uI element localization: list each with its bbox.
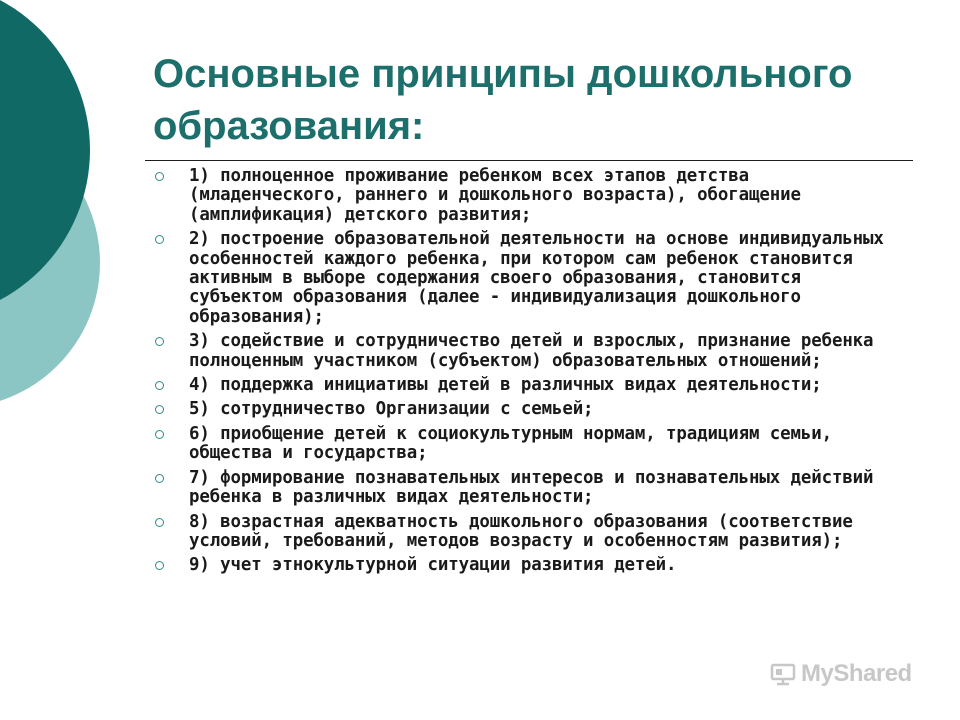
presentation-board-icon <box>770 662 796 686</box>
slide-title: Основные принципы дошкольного образования: <box>153 52 853 148</box>
list-item-text: 2) построение образовательной деятельности на основе индивидуальных особенностей каждого ребенка, при котором сам ребенок становится активным в выборе содержания своего образования, становится субъектом образования (далее - индивидуализация дошкольного образования); <box>189 229 884 327</box>
bullet-ring-icon <box>155 381 164 390</box>
list-item <box>155 376 890 395</box>
list-item-text: 6) приобщение детей к социокультурным нормам, традициям семьи, общества и государства; <box>189 423 832 464</box>
list-item-text: 5) сотрудничество Организации с семьей; <box>189 399 594 420</box>
bullet-ring-icon <box>155 172 164 181</box>
list-item <box>155 556 890 575</box>
list-item <box>155 230 890 327</box>
list-item <box>155 400 890 419</box>
list-item <box>155 513 890 552</box>
watermark-text: MyShared <box>801 660 912 687</box>
list-item <box>155 332 890 371</box>
list-item-text: 1) полноценное проживание ребенком всех этапов детства (младенческого, раннего и дошкольного возраста), обогащение (амплификация) детского развития; <box>189 166 801 225</box>
bullet-ring-icon <box>155 518 164 527</box>
bullet-ring-icon <box>155 561 164 570</box>
list-item <box>155 469 890 508</box>
list-item <box>155 425 890 464</box>
watermark <box>770 660 912 688</box>
list-item-text: 7) формирование познавательных интересов и познавательных действий ребенка в различных видах деятельности; <box>189 467 874 508</box>
list-item <box>155 167 890 225</box>
bullet-ring-icon <box>155 430 164 439</box>
list-item-text: 4) поддержка инициативы детей в различных видах деятельности; <box>189 375 822 396</box>
list-item-text: 3) содействие и сотрудничество детей и взрослых, признание ребенка полноценным участником (субъектом) образовательных отношений; <box>189 331 874 371</box>
list-item-text: 9) учет этнокультурной ситуации развития детей. <box>189 555 677 576</box>
list-item-text: 8) возрастная адекватность дошкольного образования (соответствие условий, требований, методов возрасту и особенностям развития); <box>189 511 853 551</box>
principles-list <box>155 167 890 581</box>
bullet-ring-icon <box>155 405 164 414</box>
title-divider <box>145 160 913 161</box>
bullet-ring-icon <box>155 337 164 346</box>
bullet-ring-icon <box>155 474 164 483</box>
bullet-ring-icon <box>155 235 164 244</box>
